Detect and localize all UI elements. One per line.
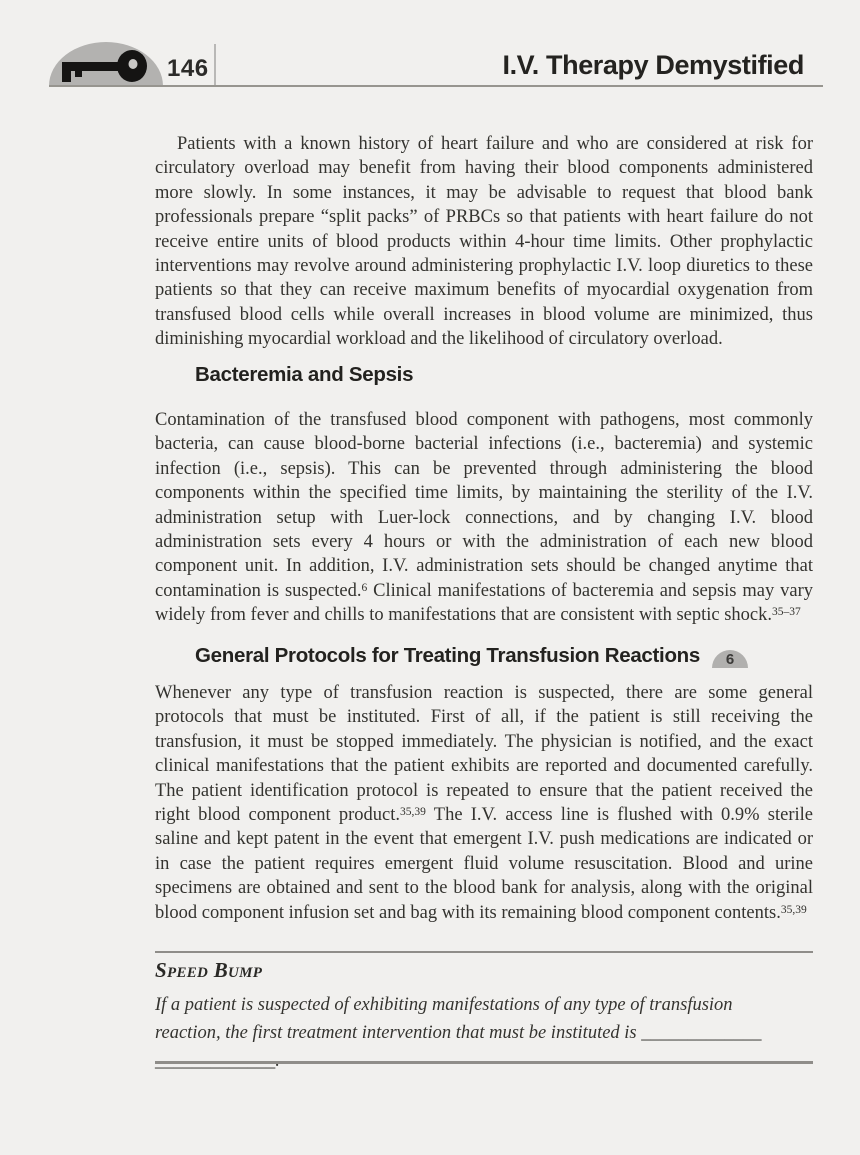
header-rule — [49, 85, 823, 87]
paragraph-text: The I.V. access line is flushed with 0.9% sterile saline and kept patent in the event that emergent I.V. push medications are indicated or in case the patient requires emergent fluid volume resuscitation. Blood and urine specimens are obtained and sent to the blood bank for analysis, along with the original blood component infusion set and bag with its remaining blood component contents. — [155, 805, 813, 923]
key-icon — [60, 50, 152, 84]
section-heading-text: General Protocols for Treating Transfusion Reactions — [195, 644, 700, 667]
header-divider — [214, 44, 216, 86]
footnote-reference: 35–37 — [772, 606, 801, 619]
speed-bump-line: reaction, the first treatment intervention that must be instituted is _____________ — [155, 1023, 762, 1043]
paragraph-text: Clinical manifestations of bacteremia and sepsis may vary widely from fever and chills to manifestations that are consistent with septic shock. — [155, 580, 813, 626]
footnote-reference: 6 — [361, 581, 368, 594]
footnote-reference: 35,39 — [400, 806, 426, 819]
section-number-badge: 6 — [712, 650, 748, 668]
book-title: I.V. Therapy Demystified — [502, 50, 804, 80]
intro-paragraph: Patients with a known history of heart failure and who are considered at risk for circulatory overload may benefit from having their blood components administered more slowly. In some instances, it may be advisable to request that blood bank professionals prepare “split packs” of PRBCs so that patients with heart failure do not receive entire units of blood products within 4-hour time limits. Other prophylactic interventions may revolve around administering prophylactic I.V. loop diuretics to these patients so that they can receive maximum benefits of myocardial oxygenation from transfused blood cells while overall increases in blood volume are minimized, thus diminishing myocardial workload and the likelihood of circulatory overload. — [155, 134, 813, 350]
section-heading-bacteremia: Bacteremia and Sepsis — [195, 363, 414, 386]
speed-bump-rule-top — [155, 951, 813, 953]
footnote-reference: 35,39 — [780, 903, 807, 916]
paragraph-text: Whenever any type of transfusion reaction is suspected, there are some general protocols that must be instituted. First of all, if the patient is still receiving the transfusion, it must be stopped immediately. The physician is notified, and the exact clinical manifestations that the patient exhibits are reported and documented carefully. The patient identification protocol is repeated to ensure that the patient received the right blood component product. — [155, 683, 813, 826]
speed-bump-rule-bottom — [155, 1061, 813, 1064]
speed-bump-title: Speed Bump — [155, 958, 263, 982]
page-number: 146 — [167, 55, 209, 82]
general-protocols-paragraph — [155, 681, 813, 925]
paragraph-text: Contamination of the transfused blood component with pathogens, most commonly bacteria, can cause blood-borne bacterial infections (i.e., bacteremia) and systemic infection (i.e., sepsis). This can be prevented through administering the blood components within the specified time limits, by maintaining the sterility of the I.V. administration setup with Luer-lock connections, and by changing I.V. blood administration sets every 4 hours or with the administration of each new blood component unit. In addition, I.V. administration sets should be changed anytime that contamination is suspected. — [155, 410, 813, 601]
speed-bump-line: If a patient is suspected of exhibiting manifestations of any type of transfusion — [155, 995, 733, 1015]
section-heading-general-protocols — [195, 644, 748, 668]
bacteremia-paragraph — [155, 408, 813, 628]
